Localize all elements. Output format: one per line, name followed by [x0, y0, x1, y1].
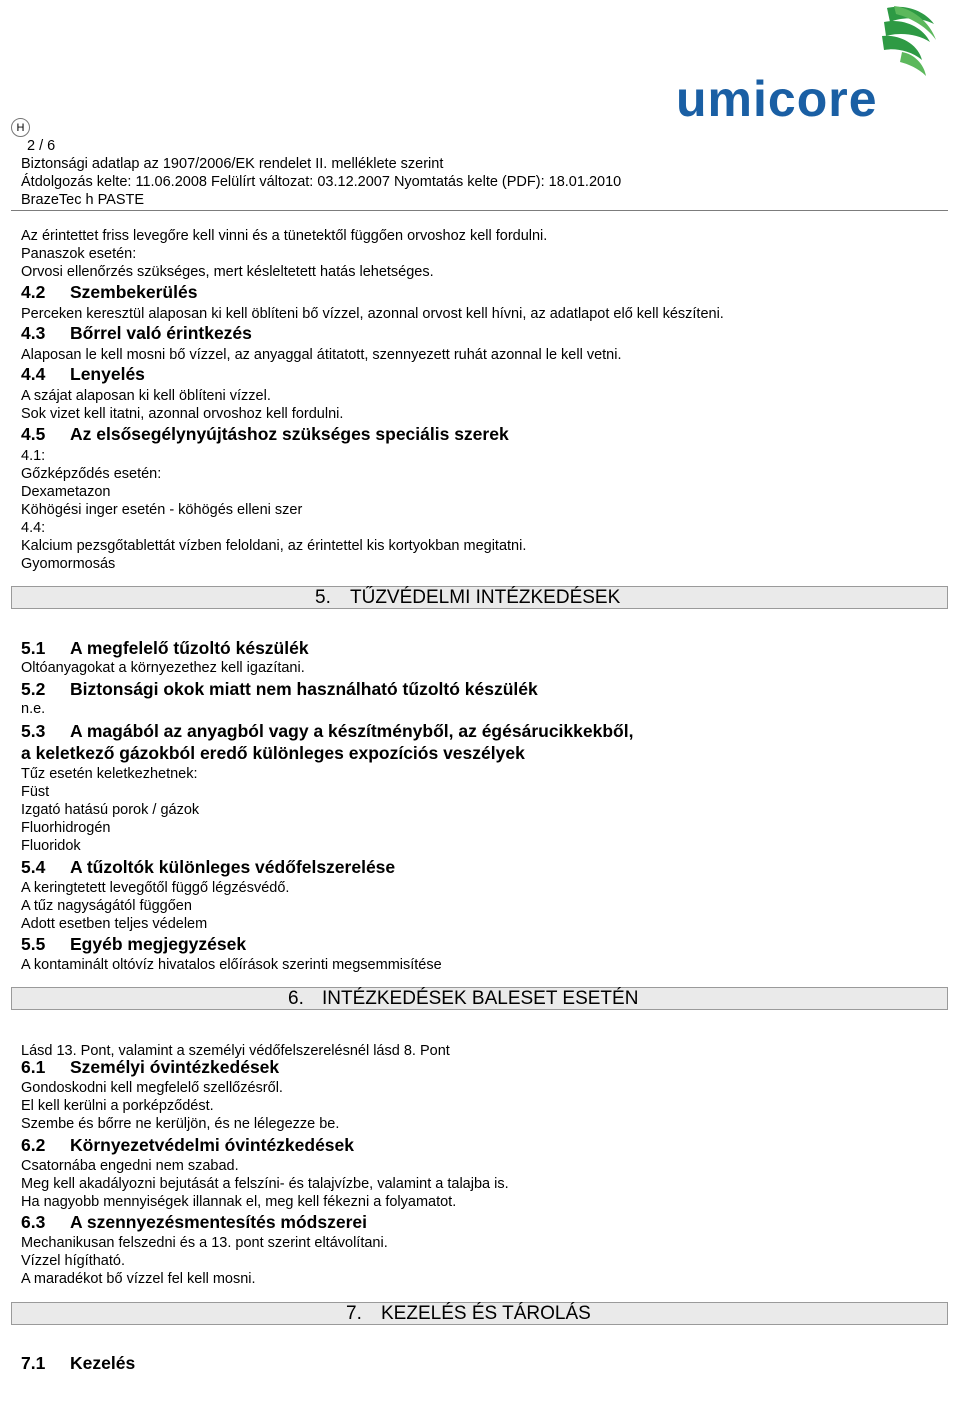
s44-line: Sok vizet kell itatni, azonnal orvoshoz kell fordulni.	[21, 406, 344, 422]
s54-title: A tűzoltók különleges védőfelszerelése	[70, 857, 396, 877]
s43-number: 4.3	[21, 323, 46, 343]
s42-number: 4.2	[21, 282, 46, 302]
s61-number: 6.1	[21, 1057, 46, 1077]
s45-line: Kalcium pezsgőtablettát vízben feloldani, az érintettel kis kortyokban megitatni.	[21, 538, 527, 554]
section5-banner	[11, 586, 948, 609]
section5-banner-title: TŰZVÉDELMI INTÉZKEDÉSEK	[350, 587, 621, 608]
s45-number: 4.5	[21, 424, 46, 444]
s51-title: A megfelelő tűzoltó készülék	[70, 638, 309, 658]
s45-line: Gyomormosás	[21, 556, 116, 572]
s51-number: 5.1	[21, 638, 46, 658]
s53-title-line-2: a keletkező gázokból eredő különleges expozíciós veszélyek	[21, 743, 525, 763]
s42-text: Perceken keresztül alaposan ki kell öblíteni bő vízzel, azonnal orvost kell hívni, az adatlapot elő kell készíteni.	[21, 306, 724, 322]
s45-line: 4.1:	[21, 448, 46, 464]
s4-intro-line: Orvosi ellenőrzés szükséges, mert késleltetett hatás lehetséges.	[21, 264, 434, 280]
s54-heading	[21, 857, 395, 878]
s55-heading	[21, 934, 246, 955]
s54-line: A keringtetett levegőtől függő légzésvédő.	[21, 880, 290, 896]
product-name: BrazeTec h PASTE	[21, 192, 145, 208]
s43-heading	[21, 323, 252, 344]
s63-number: 6.3	[21, 1212, 46, 1232]
s53-title-line-1: A magából az anyagból vagy a készítményből, az égésárucikkekből,	[70, 721, 634, 741]
s71-heading	[21, 1353, 135, 1374]
s43-text: Alaposan le kell mosni bő vízzel, az anyaggal átitatott, szennyezett ruhát azonnal le kell vetni.	[21, 347, 622, 363]
s54-line: Adott esetben teljes védelem	[21, 916, 208, 932]
s55-title: Egyéb megjegyzések	[70, 934, 247, 954]
s55-text: A kontaminált oltóvíz hivatalos előírások szerinti megsemmisítése	[21, 957, 442, 973]
s53-line: Izgató hatású porok / gázok	[21, 802, 200, 818]
s51-text: Oltóanyagokat a környezethez kell igazítani.	[21, 660, 305, 676]
s63-line: Mechanikusan felszedni és a 13. pont szerint eltávolítani.	[21, 1235, 388, 1251]
s61-title: Személyi óvintézkedések	[70, 1057, 280, 1077]
s71-title: Kezelés	[70, 1353, 136, 1373]
page-number: 2 / 6	[27, 138, 56, 154]
s45-title: Az elsősegélynyújtáshoz szükséges speciális szerek	[70, 424, 509, 444]
s61-line: Szembe és bőrre ne kerüljön, és ne lélegezze be.	[21, 1116, 340, 1132]
s53-line: Füst	[21, 784, 50, 800]
s4-intro-line: Panaszok esetén:	[21, 246, 137, 262]
s61-heading	[21, 1057, 279, 1078]
language-badge: H	[11, 118, 30, 137]
s45-line: 4.4:	[21, 520, 46, 536]
umicore-logo	[672, 0, 952, 124]
s55-number: 5.5	[21, 934, 46, 954]
s52-number: 5.2	[21, 679, 46, 699]
section7-banner-number: 7.	[346, 1303, 362, 1324]
s62-line: Meg kell akadályozni bejutását a felszíni- és talajvízbe, valamint a talajba is.	[21, 1176, 509, 1192]
s53-line: Fluorhidrogén	[21, 820, 111, 836]
s42-heading	[21, 282, 197, 303]
s54-line: A tűz nagyságától függően	[21, 898, 192, 914]
s45-heading	[21, 424, 509, 445]
s51-heading	[21, 638, 309, 659]
s44-heading	[21, 364, 145, 385]
section6-banner-number: 6.	[288, 988, 304, 1009]
section7-banner	[11, 1302, 948, 1325]
s44-number: 4.4	[21, 364, 46, 384]
s61-line: Gondoskodni kell megfelelő szellőzésről.	[21, 1080, 283, 1096]
s45-line: Gőzképződés esetén:	[21, 466, 162, 482]
s63-heading	[21, 1212, 367, 1233]
s53-line: Fluoridok	[21, 838, 81, 854]
s62-line: Csatornába engedni nem szabad.	[21, 1158, 239, 1174]
regulation-line: Biztonsági adatlap az 1907/2006/EK rendelet II. melléklete szerint	[21, 156, 444, 172]
s45-line: Dexametazon	[21, 484, 111, 500]
s53-line: Tűz esetén keletkezhetnek:	[21, 766, 198, 782]
section5-banner-number: 5.	[315, 587, 331, 608]
s52-text: n.e.	[21, 701, 46, 717]
header-divider	[11, 210, 948, 211]
s43-title: Bőrrel való érintkezés	[70, 323, 252, 343]
s44-title: Lenyelés	[70, 364, 145, 384]
section7-banner-title: KEZELÉS ÉS TÁROLÁS	[381, 1303, 591, 1324]
s52-title: Biztonsági okok miatt nem használható tűzoltó készülék	[70, 679, 538, 699]
s63-line: Vízzel hígítható.	[21, 1253, 125, 1269]
s62-number: 6.2	[21, 1135, 46, 1155]
s44-line: A szájat alaposan ki kell öblíteni vízzel.	[21, 388, 271, 404]
s4-intro-line: Az érintettet friss levegőre kell vinni és a tünetektől függően orvoshoz kell fordulni.	[21, 228, 548, 244]
s63-line: A maradékot bő vízzel fel kell mosni.	[21, 1271, 256, 1287]
s6-intro: Lásd 13. Pont, valamint a személyi védőfelszerelésnél lásd 8. Pont	[21, 1043, 450, 1059]
logo-leaf-mark	[882, 6, 936, 76]
s53-heading	[21, 721, 633, 742]
s63-title: A szennyezésmentesítés módszerei	[70, 1212, 367, 1232]
s45-line: Köhögési inger esetén - köhögés elleni szer	[21, 502, 303, 518]
s71-number: 7.1	[21, 1353, 46, 1373]
logo-wordmark: umicore	[676, 71, 878, 124]
section6-banner	[11, 987, 948, 1010]
s62-heading	[21, 1135, 354, 1156]
s54-number: 5.4	[21, 857, 46, 877]
section6-banner-title: INTÉZKEDÉSEK BALESET ESETÉN	[322, 988, 639, 1009]
dates-line: Átdolgozás kelte: 11.06.2008 Felülírt változat: 03.12.2007 Nyomtatás kelte (PDF): 18.01.2010	[21, 174, 622, 190]
s42-title: Szembekerülés	[70, 282, 198, 302]
s62-line: Ha nagyobb mennyiségek illannak el, meg kell fékezni a folyamatot.	[21, 1194, 457, 1210]
s53-number: 5.3	[21, 721, 46, 741]
s52-heading	[21, 679, 538, 700]
s62-title: Környezetvédelmi óvintézkedések	[70, 1135, 355, 1155]
s61-line: El kell kerülni a porképződést.	[21, 1098, 214, 1114]
